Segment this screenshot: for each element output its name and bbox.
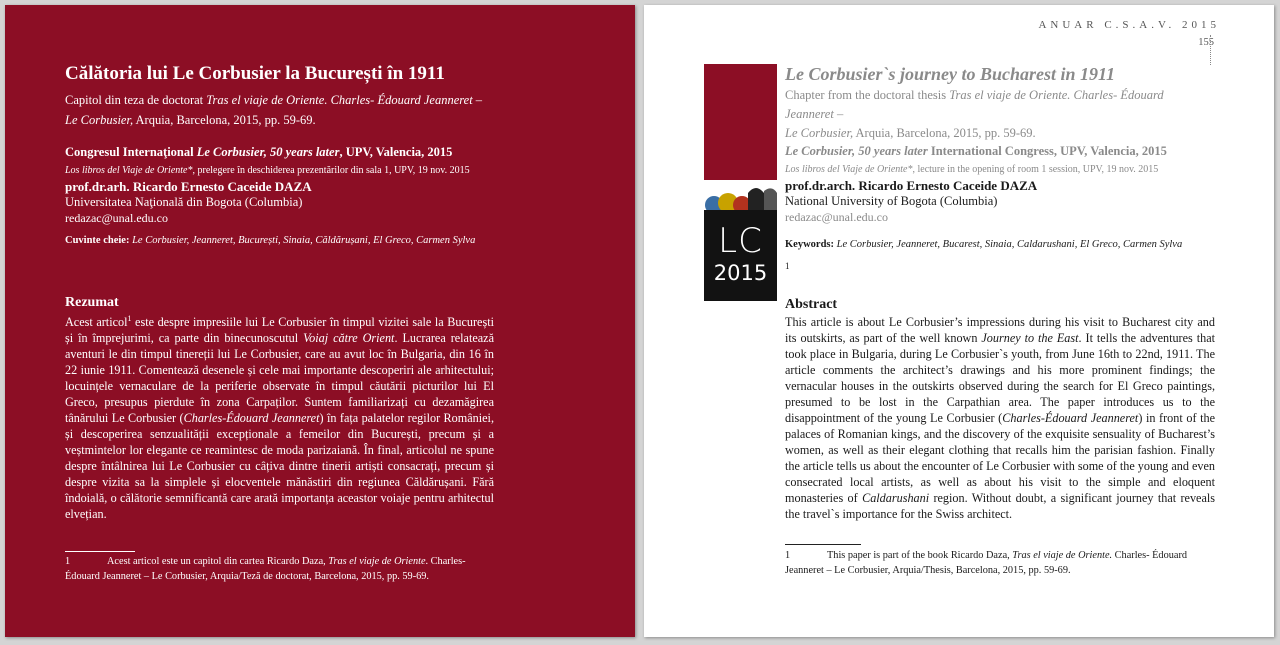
title-en: Le Corbusier`s journey to Bucharest in 1911 [785,64,1116,84]
lecture-ro [65,165,470,176]
footnote-rule [785,544,861,545]
lecture-italic: Los libros del Viaje de Oriente* [65,165,193,176]
congress-en [785,144,1167,159]
email-en: redazac@unal.edu.co [785,210,888,224]
page-number: 155 [1198,37,1214,48]
email-ro: redazac@unal.edu.co [65,211,168,225]
logo-year: 2015 [713,261,768,285]
keywords-en [785,239,1182,250]
congress-text-2: , UPV, Valencia, 2015 [339,145,453,159]
congress-text: Congresul Internaţional [65,145,197,159]
abstract-text: region. Without doubt, a significant journey that reveals the travel`s importance for the Swiss architect. [785,491,1215,521]
crop-marker [1210,35,1211,65]
subtitle-italic-2: Le Corbusier, [65,113,134,127]
abstract-text: este despre impresiile lui Le Corbusier în timpul vizitei sale la București și în împrejurimi, ca parte din binecunoscutul [65,315,494,345]
subtitle-text-2: Arquia, Barcelona, 2015, pp. 59-69. [133,113,316,127]
subtitle-en [785,86,1215,143]
congress-text: International Congress, UPV, Valencia, 2015 [927,144,1167,158]
subtitle-ro [65,90,515,130]
abstract-italic: Charles-Édouard Jeanneret [183,411,320,425]
author-ro: prof.dr.arh. Ricardo Ernesto Caceide DAZA [65,179,312,194]
abstract-text: Acest articol [65,315,128,329]
abstract-ro [65,314,494,522]
logo-strip-graphic [704,183,777,211]
footnote-number: 1 [65,556,71,567]
lecture-text: , lecture in the opening of room 1 session, UPV, 19 nov. 2015 [912,164,1159,175]
right-page [644,5,1274,637]
author-en: prof.dr.arch. Ricardo Ernesto Caceide DAZA [785,178,1038,193]
footnote-italic: Tras el viaje de Oriente [328,556,426,567]
abstract-italic: Caldarushani [862,491,930,505]
keywords-list: Le Corbusier, Jeanneret, Bucarest, Sinaia, Caldarushani, El Greco, Carmen Sylva [834,239,1183,250]
subtitle-italic-2: Le Corbusier, [785,126,854,140]
abstract-text: ) în fața palatelor regilor României, și descoperirea senzualității excepționale a femeilor din București, precum și a veștmintelor lor elegante ce reamintesc de moda parizaiană. În final, articolul ne spune despre întâlnirea lui Le Corbusier cu câțiva dintre tinerii artiști consacrați, precum și despre vizita sa la simplele și elocventele mănăstiri din regiunea Căldărușani. Fără îndoială, o călătorie semnificantă care arată importanța aceastor voiaje pentru arhitectul elvețian. [65,411,494,521]
title-ro: Călătoria lui Le Corbusier la București în 1911 [65,63,445,84]
abstract-italic: Voiaj către Orient [303,331,395,345]
abstract-heading-en: Abstract [785,297,838,312]
abstract-italic: Charles-Édouard Jeanneret [1002,411,1139,425]
left-page [5,5,635,637]
congress-italic: Le Corbusier, 50 years later [785,144,928,158]
keywords-list: Le Corbusier, Jeanneret, București, Sinaia, Căldărușani, El Greco, Carmen Sylva [129,235,476,246]
university-ro: Universitatea Naţională din Bogota (Columbia) [65,195,303,209]
keywords-ro [65,235,475,246]
footnote-ro [65,554,495,584]
footnote-rule [65,551,135,552]
abstract-en [785,314,1215,522]
footnote-text: Acest articol este un capitol din cartea Ricardo Daza, [107,556,329,567]
footnote-italic: Tras el viaje de Oriente. [1012,550,1113,561]
footnote-text-2: Charles- Édouard Jeanneret – Le Corbusier, Arquia/Thesis, Barcelona, 2015, pp. 59-69. [785,550,1188,576]
marker-one: 1 [785,261,790,271]
lecture-italic: Los libros del Viaje de Oriente* [785,164,913,175]
footnote-marker: 1 [127,313,132,323]
abstract-text: This article is about Le Corbusier’s impressions during his visit to Bucharest city and its outskirts, as part of the well known [785,315,1215,345]
footnote-en [785,548,1215,578]
footnote-number: 1 [785,550,791,561]
congress-ro [65,145,452,160]
lecture-en [785,164,1158,175]
keywords-label: Cuvinte cheie: [65,235,130,246]
subtitle-text: Capitol din teza de doctorat [65,93,207,107]
subtitle-italic: Tras el viaje de Oriente. Charles- Édouard Jeanneret – [785,88,1164,121]
abstract-text: . Lucrarea relatează aventuri le din timpul tinereții lui Le Corbusier, care au avut loc în Bulgaria, din 16 în 22 iunie 1911. Comentează desenele și cele mai importante descoperiri ale arhitectului; locuințele vernaculare de la periferie observate în timpul căutării picturilor lui El Greco, presupus pierdute în zona Carpaților. Suntem familiarizați cu dezamăgirea tânărului Le Corbusier ( [65,331,494,425]
running-header: ANUAR C.S.A.V. 2015 [1038,19,1220,31]
subtitle-text-2: Arquia, Barcelona, 2015, pp. 59-69. [853,126,1036,140]
logo-lc: LC [718,221,763,261]
burgundy-block [704,64,777,180]
keywords-label: Keywords: [785,239,834,250]
congress-italic: Le Corbusier, 50 years later [196,145,340,159]
abstract-text: . It tells the adventures that took place in Bulgaria, during Le Corbusier`s youth, from June 16th to 22nd, 1911. The article comments the architect’s drawings and his more prominent findings; the vernacular houses in the outskirts observed during the search for El Greco paintings, presumed to be lost in the Carpathian area. The paper introduces us to the disappointment of the young Le Corbusier ( [785,331,1215,425]
subtitle-text: Chapter from the doctoral thesis [785,88,950,102]
university-en: National University of Bogota (Columbia) [785,194,998,208]
abstract-heading-ro: Rezumat [65,295,119,310]
footnote-text-2: . Charles- Édouard Jeanneret – Le Corbusier, Arquia/Teză de doctorat, Barcelona, 2015, pp. 59-69. [65,556,466,582]
lecture-text: , prelegere în deschiderea prezentărilor din sala 1, UPV, 19 nov. 2015 [192,165,470,176]
lc2015-logo [704,210,777,301]
footnote-text: This paper is part of the book Ricardo Daza, [827,550,1013,561]
abstract-text: ) in front of the palaces of Romanian kings, and the discovery of the exquisite sensuality of Bucharest’s women, as well as their elegant clothing that recalls him the parisian fashion. Finally the article tells us about the encounter of Le Corbusier with some of the young and even consecrated local artists, as well as about his visit to the simple and eloquent monasteries of [785,411,1215,505]
subtitle-italic: Tras el viaje de Oriente. Charles- Édouard Jeanneret – [206,93,483,107]
abstract-italic: Journey to the East [981,331,1079,345]
